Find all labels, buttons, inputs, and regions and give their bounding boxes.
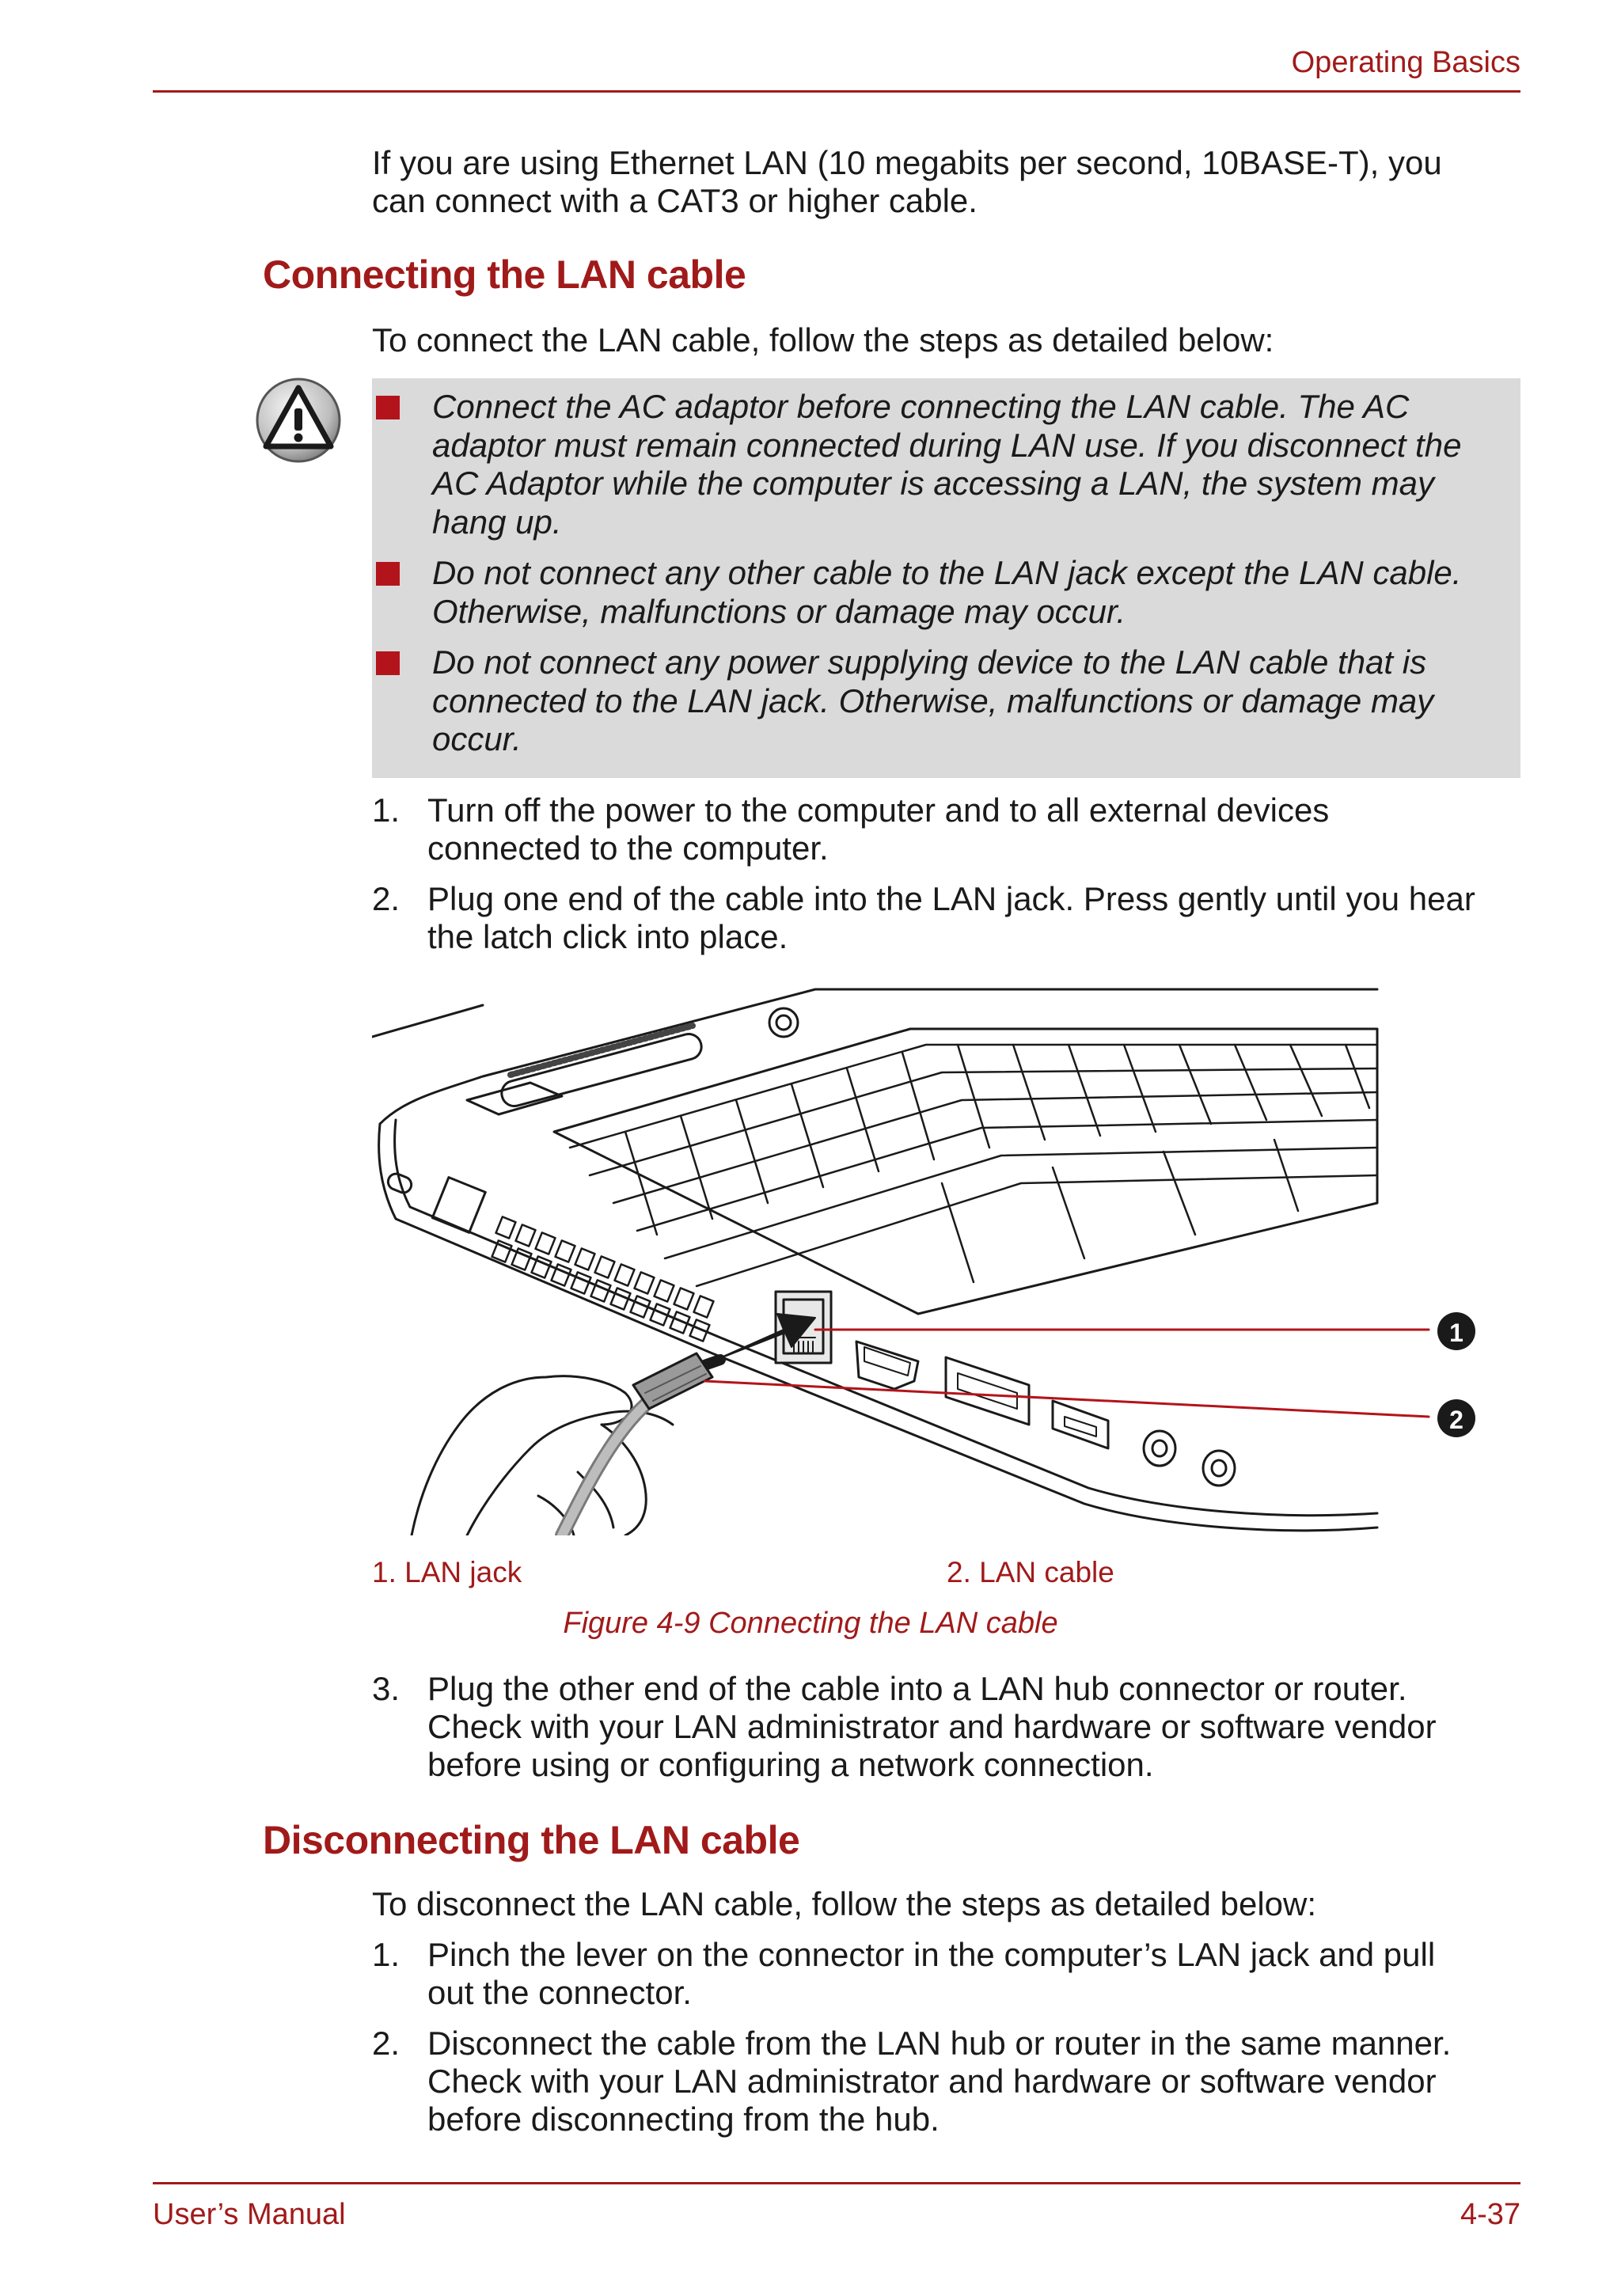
callout-2-label: 2 [1449,1406,1463,1434]
step-number: 1. [372,1936,401,1973]
page-number: 4-37 [1460,2198,1520,2231]
step-number: 1. [372,791,401,829]
caution-bullet [376,562,400,586]
step-3-line-1: Plug the other end of the cable into a LAN hub connector or router. [427,1670,1407,1707]
running-header: Operating Basics [1291,46,1520,79]
disconnect-step-2-text [427,2025,1528,2139]
footer-manual-title: User’s Manual [153,2198,346,2231]
figure-caption: Figure 4-9 Connecting the LAN cable [563,1607,1058,1640]
step-3-line-2: Check with your LAN administrator and hardware or software vendor [427,1708,1437,1745]
disconnect-step-1-text [427,1936,1528,2012]
disconnect-step-1-line-1: Pinch the lever on the connector in the computer’s LAN jack and pull [427,1936,1436,1973]
disconnect-step-1-line-2: out the connector. [427,1974,692,2011]
heading-disconnecting: Disconnecting the LAN cable [263,1818,800,1862]
caution-3-line-2: connected to the LAN jack. Otherwise, malfunctions or damage may [432,681,1434,719]
caution-1-line-2: adaptor must remain connected during LAN use. If you disconnect the [432,426,1462,464]
figure-label-lan-cable: 2. LAN cable [947,1556,1114,1588]
step-number: 2. [372,880,401,917]
disconnect-step-2-line-1: Disconnect the cable from the LAN hub or router in the same manner. [427,2025,1452,2062]
step-number: 2. [372,2025,401,2062]
caution-2-line-1: Do not connect any other cable to the LAN jack except the LAN cable. [432,554,1462,591]
disconnecting-intro: To disconnect the LAN cable, follow the steps as detailed below: [372,1885,1317,1922]
step-1-line-1: Turn off the power to the computer and to all external devices [427,791,1330,829]
step-2-line-2: the latch click into place. [427,918,788,955]
step-2-text [427,880,1528,956]
intro-line-1: If you are using Ethernet LAN (10 megabits per second, 10BASE-T), you [372,144,1442,181]
footer-rule [153,2182,1520,2184]
intro-line-2: can connect with a CAT3 or higher cable. [372,182,978,219]
caution-item-2 [432,554,1520,631]
caution-item-1 [432,388,1520,541]
caution-bullet [376,396,400,419]
step-2-line-1: Plug one end of the cable into the LAN jack. Press gently until you hear [427,880,1475,917]
caution-3-line-3: occur. [432,720,522,757]
warning-triangle-icon [255,377,342,464]
figure-label-lan-jack: 1. LAN jack [372,1556,522,1588]
step-1-line-2: connected to the computer. [427,829,829,867]
callout-1-label: 1 [1449,1319,1463,1347]
step-3-text [427,1670,1528,1784]
step-3-line-3: before using or configuring a network connection. [427,1746,1154,1783]
header-rule [153,90,1520,93]
caution-3-line-1: Do not connect any power supplying device to the LAN cable that is [432,643,1427,681]
caution-2-line-2: Otherwise, malfunctions or damage may occur. [432,592,1126,630]
caution-1-line-4: hang up. [432,503,562,541]
disconnect-step-2-line-3: before disconnecting from the hub. [427,2101,940,2138]
disconnect-step-2-line-2: Check with your LAN administrator and hardware or software vendor [427,2063,1437,2100]
caution-1-line-3: AC Adaptor while the computer is accessing a LAN, the system may [432,465,1434,502]
heading-connecting: Connecting the LAN cable [263,252,746,297]
caution-item-3 [432,643,1520,759]
caution-1-line-1: Connect the AC adaptor before connecting the LAN cable. The AC [432,388,1410,425]
connecting-intro: To connect the LAN cable, follow the steps as detailed below: [372,321,1274,359]
step-number: 3. [372,1670,401,1707]
caution-bullet [376,651,400,675]
figure-lan-illustration [372,981,1520,1535]
step-1-text [427,791,1528,867]
